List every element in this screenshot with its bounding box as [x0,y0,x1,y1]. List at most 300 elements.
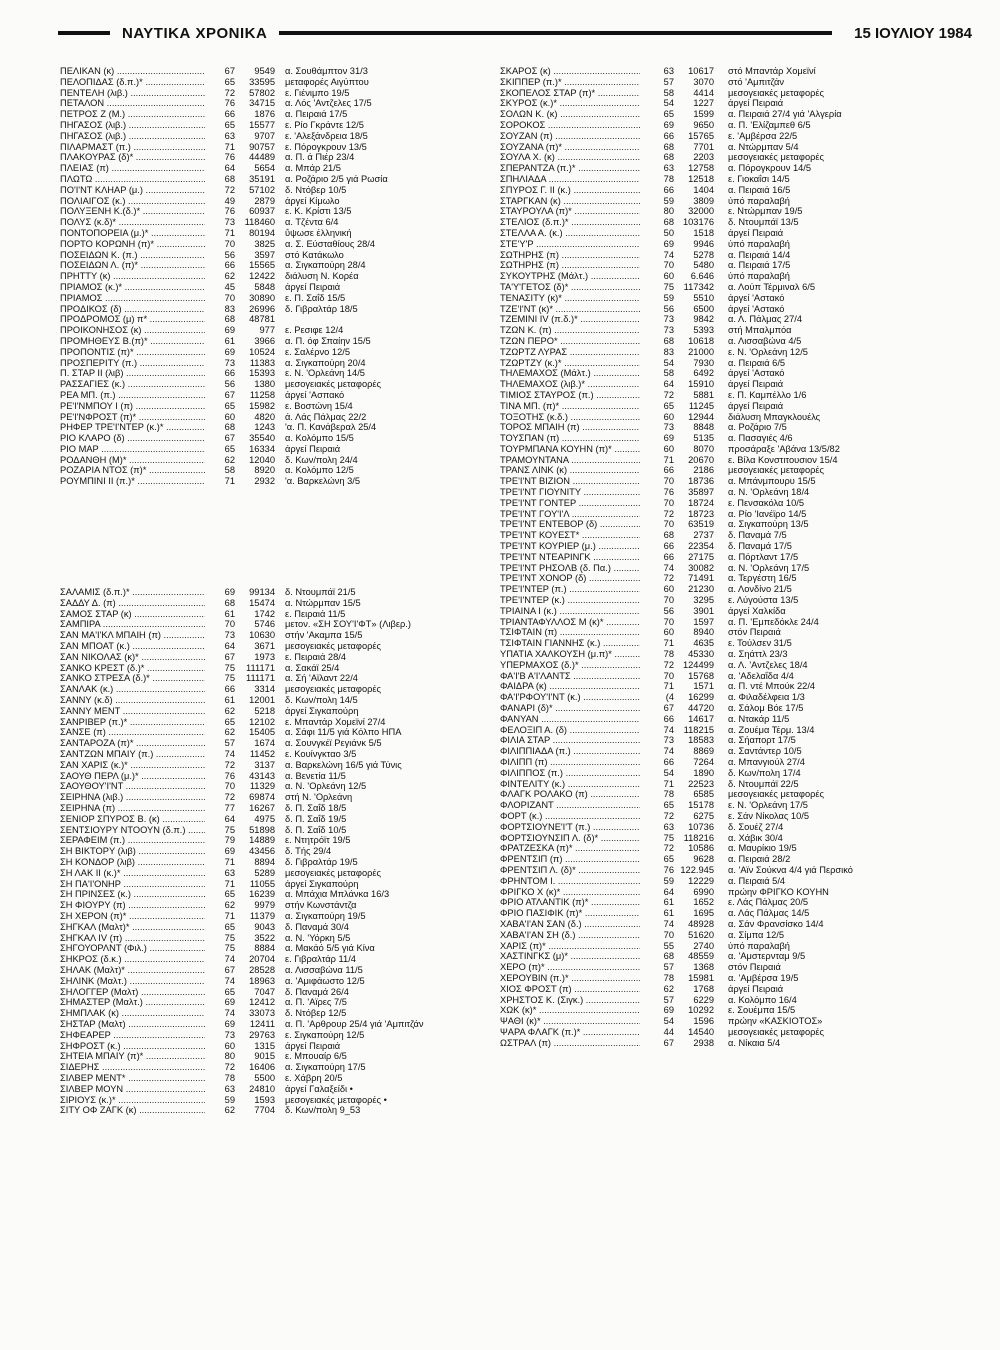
spacer [275,1105,285,1116]
ship-name: ΦΛΑΓΚ ΡΟΛΑΚΟ (π) ..... [500,789,640,800]
ship-year: 57 [224,738,235,749]
ship-year: 74 [663,746,674,757]
ship-status: α. Κολόμπο 16/4 [728,994,797,1005]
ship-tonnage: 48559 [688,951,714,962]
ship-entry [60,142,500,153]
ship-tonnage: 5746 [254,619,275,630]
ship-entry [60,738,500,749]
ship-name: ΤΡΙΑΝΤΑΦΥΛΛΟΣ Μ (κ)* ..... [500,617,640,628]
ship-tonnage: 43143 [249,770,275,781]
ship-status: διάλυση Μπαγκλουέλς [728,411,821,422]
ship-status: στήν 'Ακαμπα 15/5 [285,630,363,641]
ship-entry [500,681,940,692]
ship-entry [500,98,940,109]
ship-tonnage: 15910 [688,379,714,390]
ship-tonnage: 5510 [693,292,714,303]
ship-entry [60,868,500,879]
ship-tonnage: 51620 [688,929,714,940]
ship-status: α. Λισσαβώνα 4/5 [728,335,802,346]
ship-tonnage: 48928 [688,918,714,929]
spacer [275,814,285,825]
ship-year: 62 [224,705,235,716]
ship-year: 71 [663,778,674,789]
ship-year: 45 [224,281,235,292]
spacer [275,412,285,423]
ship-name: ΦΙΛΙΠΠΟΣ (π.) ..... [500,768,640,779]
ship-name: ΣΑΝΤΑΡΟΖΑ (π)* ..... [60,738,205,749]
ship-tonnage: 35897 [688,487,714,498]
ship-status: ε. Γιοκαΐσι 14/5 [728,173,790,184]
ship-tonnage: 1695 [693,908,714,919]
ship-name: ΠΙΛΑΡΜΑΣΤ (π.) ..... [60,142,205,153]
ship-entry [500,498,940,509]
ship-name: ΤΑ'Υ'ΓΕΤΟΣ (δ)* ..... [500,282,640,293]
ship-tonnage: 6.646 [690,271,714,282]
ship-tonnage: 26996 [249,303,275,314]
spacer [275,444,285,455]
ship-year: 54 [663,357,674,368]
ship-name: ΦΟΡΤΣΙΟΥΝΣΙΠ Λ. (δ)* ..... [500,833,640,844]
ship-entry [60,228,500,239]
ship-year: 67 [663,703,674,714]
ship-name: ΠΕΤΡΟΣ Ζ (Μ.) ..... [60,109,205,120]
ship-status: α. Π. όφ Σπαίην 15/5 [285,335,371,346]
ship-year: 71 [224,227,235,238]
ship-status: α. Ν. 'Ορλεάνη 18/4 [728,487,810,498]
ship-name: ΣΟΥΖΑΝ (π) ..... [500,131,640,142]
ship-name: ΧΡΗΣΤΟΣ Κ. (Σιγκ.) ..... [500,995,640,1006]
ship-name: ΠΟΛΙΑΙΓΟΣ (κ.) ..... [60,196,205,207]
ship-tonnage: 7047 [254,986,275,997]
ship-name: ΣΑΝ ΧΑΡΙΣ (κ.)* ..... [60,760,205,771]
ship-name: ΣΑΝΚΟ ΚΡΕΣΤ (δ.)* ..... [60,663,205,674]
ship-entry [500,368,940,379]
ship-name: ΣΑΝΡΙΒΕΡ (π.)* ..... [60,717,205,728]
spacer [714,109,728,120]
spacer [714,822,728,833]
ship-entry [60,673,500,684]
ship-year: 61 [224,608,235,619]
ship-year: 64 [224,813,235,824]
spacer [275,163,285,174]
ship-status: ε. Γιβραλτάρ 11/4 [285,954,356,965]
ship-tonnage: 12422 [249,271,275,282]
ship-tonnage: 9842 [693,314,714,325]
spacer [275,250,285,261]
spacer [714,681,728,692]
ship-year: 75 [224,662,235,673]
ship-year: 66 [663,551,674,562]
ship-tonnage: 18724 [688,497,714,508]
ship-status: α. Σουθάμπτον 31/3 [285,66,368,76]
ship-year: 65 [663,800,674,811]
ship-year: 62 [224,271,235,282]
ship-name: ΤΙΝΑ ΜΠ. (π)* ..... [500,401,640,412]
ship-tonnage: 4635 [693,638,714,649]
ship-tonnage: 16334 [249,443,275,454]
ship-status: άργεί 'Ασπακό [285,389,345,400]
ship-name: ΤΡΕ'Ι'ΝΤ ΒΙΖΙΟΝ ..... [500,476,640,487]
ship-status: στόν Πειραιά [728,627,781,638]
spacer [714,552,728,563]
ship-entry [500,282,940,293]
ship-entry [500,260,940,271]
ship-tonnage: 118460 [244,217,275,228]
ship-entry [60,465,500,476]
ship-year: 59 [663,292,674,303]
ship-year: 66 [663,541,674,552]
spacer [714,152,728,163]
ship-year: 70 [224,292,235,303]
ship-status: α. Σιγκαπούρη 28/4 [285,260,366,271]
spacer [275,304,285,315]
ship-entry [60,857,500,868]
ship-status: άργεί Πειραιά [285,1040,341,1051]
ship-year: 62 [663,983,674,994]
ship-year: 64 [663,886,674,897]
ship-status: δ. Ντόβερ 12/5 [285,1008,347,1019]
spacer [275,641,285,652]
ship-entry [500,660,940,671]
ship-status: α. 'Αμστερνταμ 9/5 [728,951,806,962]
ship-name: ΣΟΥΖΑΝΑ (π)* ..... [500,142,640,153]
ship-entry [500,606,940,617]
ship-tonnage: 1973 [254,651,275,662]
ship-name: ΣΙΡΙΟΥΣ (κ.)* ..... [60,1095,205,1106]
ship-name: ΠΡΟΙΚΟΝΗΣΟΣ (κ) ..... [60,325,205,336]
spacer [275,260,285,271]
spacer [275,619,285,630]
ship-list-left-a [60,66,500,487]
spacer [714,714,728,725]
spacer [714,843,728,854]
ship-year: 68 [663,951,674,962]
spacer [275,206,285,217]
ship-status: α. Λός 'Αντζελες 17/5 [285,98,372,109]
spacer [275,598,285,609]
ship-entry [60,422,500,433]
ship-tonnage: 3671 [254,641,275,652]
ship-year: 63 [224,1083,235,1094]
ship-tonnage: 5278 [693,249,714,260]
ship-name: ΠΡΟΠΟΝΤΙΣ (π)* ..... [60,347,205,358]
ship-year: 68 [224,422,235,433]
ship-tonnage: 8869 [693,746,714,757]
ship-status: α. Μπάνμπουρυ 15/5 [728,476,816,487]
spacer [714,422,728,433]
spacer [714,584,728,595]
ship-tonnage: 1596 [693,1016,714,1027]
ship-year: 60 [663,411,674,422]
ship-status: α. Πειραιά 17/5 [728,260,791,271]
ship-status: α. Ν. 'Ορλεάνη 17/5 [728,562,810,573]
ship-tonnage: 9650 [693,119,714,130]
ship-name: ΧΑΒΑ'Ι'ΑΝ ΣΗ (δ.) ..... [500,930,640,941]
ship-name: ΣΗ ΚΟΝΔΟΡ (λιβ) ..... [60,857,205,868]
ship-tonnage: 33595 [249,76,275,87]
spacer [275,630,285,641]
ship-entry [60,66,500,77]
ship-year: 71 [224,878,235,889]
ship-status: πρώην ΦΡΙΓΚΟ ΚΟΥΗΝ [728,886,829,897]
ship-year: 70 [663,670,674,681]
spacer [275,976,285,987]
ship-status: α. 'Αϊν Σούκνα 4/4 γιά Περσικό [728,864,853,875]
ship-year: 58 [663,368,674,379]
spacer [275,943,285,954]
spacer [714,649,728,660]
ship-year: 67 [224,651,235,662]
ship-status: α. Λάς Πάλμας 14/5 [728,908,810,919]
ship-tonnage: 15565 [249,260,275,271]
ship-year: 68 [224,314,235,325]
ship-tonnage: 12518 [688,173,714,184]
ship-entry [60,900,500,911]
ship-tonnage: 2203 [693,152,714,163]
ship-year: 78 [663,173,674,184]
ship-entry [500,250,940,261]
ship-status: μεσογειακές μεταφορές [285,867,382,878]
ship-name: ΣΑΜΠΙΡΑ ..... [60,619,205,630]
ship-status: α. Πειραιά 5/4 [728,875,786,886]
spacer [714,995,728,1006]
ship-year: (4 [665,692,674,703]
ship-entry [60,695,500,706]
ship-status: ε. 'Αλεξάνδρεια 18/5 [285,130,368,141]
ship-entry [60,336,500,347]
ship-name: ΠΕΛΙΚΑΝ (κ) ..... [60,66,205,77]
ship-tonnage: 69874 [249,792,275,803]
ship-name: ΧΑΡΙΣ (π)* ..... [500,941,640,952]
ship-name: ΣΥΚΟΥΤΡΗΣ (Μάλτ.) ..... [500,271,640,282]
ship-year: 73 [663,314,674,325]
ship-tonnage: 1597 [693,616,714,627]
ship-entry [60,997,500,1008]
ship-name: ΣΗΛΑΚ (Μαλτ)* ..... [60,965,205,976]
ship-tonnage: 2938 [693,1037,714,1048]
ship-entry [500,552,940,563]
ship-name: ΦΙΛΙΠΠΙΑΔΑ (π.) ..... [500,746,640,757]
ship-entry [60,641,500,652]
ship-name: ΤΣΙΦΤΑΙΝ ΓΙΑΝΝΗΣ (κ.) ..... [500,638,640,649]
ship-tonnage: 7264 [693,757,714,767]
ship-year: 63 [663,66,674,76]
ship-name: ΣΗΓΚΑΛ IV (π) ..... [60,933,205,944]
ship-entry [60,889,500,900]
ship-year: 78 [663,972,674,983]
spacer [275,997,285,1008]
ship-entry [500,941,940,952]
ship-status: α. Μπάρ 21/5 [285,163,341,174]
ship-year: 64 [224,641,235,652]
ship-tonnage: 12411 [249,1018,275,1029]
ship-name: ΤΡΕ'Ι'ΝΤ ΡΗΣΟΛΒ (δ. Πα.) ..... [500,563,640,574]
ship-year: 69 [224,846,235,857]
ship-name: ΣΗΓΟΥΟΡΛΝΤ (Φιλ.) ..... [60,943,205,954]
ship-name: ΠΟΡΤΟ ΚΟΡΩΝΗ (π)* ..... [60,239,205,250]
ship-year: 61 [224,695,235,706]
ship-name: ΠΡΗΤΤΥ (κ) ..... [60,271,205,282]
ship-year: 57 [663,994,674,1005]
spacer [275,987,285,998]
ship-year: 75 [224,943,235,954]
ship-entry [500,1027,940,1038]
spacer [275,868,285,879]
ship-name: ΦΙΛΙΠΠ (π) ..... [500,757,640,768]
ship-status: μεσογειακές μεταφορές [285,379,382,390]
spacer [714,465,728,476]
ship-tonnage: 3522 [254,932,275,943]
ship-status: άργεί Πειραιά [728,379,784,390]
ship-year: 65 [224,921,235,932]
ship-name: ΠΟΣΕΙΔΩΝ Λ. (π)* ..... [60,260,205,271]
ship-entry [60,444,500,455]
ship-entry [500,822,940,833]
header-rule-left [58,31,110,35]
ship-status: ε. Ν. 'Ορλεάνη 12/5 [728,346,808,357]
ship-year: 65 [663,400,674,411]
ship-status: ε. Μπουαίρ 6/5 [285,1051,347,1062]
ship-name: ΦΙΝΤΕΛΙΤΥ (κ.) ..... [500,779,640,790]
ship-status: δ. Κων/πολη 9_53 [285,1105,361,1116]
ship-name: ΣΗΚΡΟΣ (δ.κ.) ..... [60,954,205,965]
ship-tonnage: 11245 [688,400,714,411]
spacer [275,717,285,728]
ship-entry [60,987,500,998]
ship-status: άργεί Σιγκαπούρη [285,705,359,716]
spacer [275,1030,285,1041]
ship-entry [500,800,940,811]
ship-year: 56 [663,303,674,314]
ship-year: 78 [224,1072,235,1083]
ship-name: ΤΡΕ'Ι'ΝΤ ΓΟΥ'Ι'Λ ..... [500,509,640,520]
ship-tonnage: 9043 [254,921,275,932]
ship-status: δ. Ντουμπάϊ 13/5 [728,217,799,228]
spacer [714,962,728,973]
ship-tonnage: 1768 [693,983,714,994]
ship-tonnage: 10617 [688,66,714,76]
ship-tonnage: 10292 [688,1005,714,1016]
ship-name: ΡΙΟ ΚΛΑΡΟ (δ) ..... [60,433,205,444]
ship-name: ΣΑΝ ΜΠΟΑΤ (κ.) ..... [60,641,205,652]
ship-tonnage: 16406 [249,1062,275,1073]
ship-year: 44 [663,1026,674,1037]
ship-year: 58 [663,87,674,98]
ship-tonnage: 21000 [688,346,714,357]
ship-tonnage: 6990 [693,886,714,897]
ship-status: α. Π. ά Πιέρ 23/4 [285,152,355,163]
ship-tonnage: 14540 [688,1026,714,1037]
ship-entry [60,120,500,131]
ship-status: μεσογειακές μεταφορές [728,1026,825,1037]
ship-tonnage: 12001 [249,695,275,706]
ship-status: δ. Παναμά 17/5 [728,541,792,552]
ship-tonnage: 1876 [254,109,275,120]
ship-name: ΤΗΛΕΜΑΧΟΣ (λιβ.)* ..... [500,379,640,390]
ship-name: ΤΡΕ'Ι'ΝΤΕΡ (π.) ..... [500,584,640,595]
ship-entry [60,954,500,965]
spacer [714,660,728,671]
ship-entry [60,684,500,695]
ship-entry [500,390,940,401]
ship-year: 69 [224,1018,235,1029]
spacer [275,401,285,412]
ship-name: ΣΑΝ ΜΑ'Ι'ΚΛ ΜΠΑΙΗ (π) ..... [60,630,205,641]
ship-year: 70 [224,238,235,249]
ship-name: ΣΗΦΡΟΣΤ (κ.) ..... [60,1041,205,1052]
spacer [275,185,285,196]
ship-year: 59 [224,1094,235,1105]
ship-tonnage: 3809 [693,195,714,206]
spacer [714,196,728,207]
ship-entry [60,271,500,282]
ship-year: 78 [663,789,674,800]
spacer [714,250,728,261]
ship-tonnage: 99134 [249,587,275,598]
ship-tonnage: 15577 [249,119,275,130]
ship-name: ΥΠΕΡΜΑΧΟΣ (δ.)* ..... [500,660,640,671]
ship-year: 71 [224,141,235,152]
ship-year: 83 [224,303,235,314]
ship-year: 72 [663,508,674,519]
ship-status: μεσογειακές μεταφορές [285,684,382,695]
spacer [275,196,285,207]
ship-status: άργεί Πειραιά [728,227,784,238]
ship-year: 76 [224,770,235,781]
ship-entry [500,746,940,757]
ship-tonnage: 7930 [693,357,714,368]
ship-name: ΦΙΛΙΑ ΣΤΑΡ ..... [500,735,640,746]
spacer [714,671,728,682]
ship-name: ΣΩΤΗΡΗΣ (π) ..... [500,250,640,261]
ship-tonnage: 3295 [693,595,714,606]
spacer [275,152,285,163]
ship-year: 70 [663,929,674,940]
ship-tonnage: 15982 [249,400,275,411]
spacer [714,217,728,228]
ship-name: ΧΑΒΑ'Ι'ΑΝ ΣΑΝ (δ.) ..... [500,919,640,930]
ship-entry [500,789,940,800]
ship-entry [60,933,500,944]
ship-status: α. Σιγκαπούρη 13/5 [728,519,809,530]
ship-entry [60,174,500,185]
ship-status: α. Πειραιά 28/2 [728,854,791,865]
ship-tonnage: 1243 [254,422,275,433]
ship-tonnage: 9015 [254,1051,275,1062]
ship-entry [500,617,940,628]
ship-name: ΣΙΔΕΡΗΣ ..... [60,1062,205,1073]
ship-year: 65 [224,76,235,87]
ship-entry [60,185,500,196]
spacer [714,908,728,919]
spacer [275,1084,285,1095]
ship-year: 80 [663,206,674,217]
ship-status: ύπό παραλαβή [728,271,790,282]
ship-year: 69 [224,346,235,357]
ship-tonnage: 6275 [693,810,714,821]
spacer [275,706,285,717]
ship-tonnage: 20704 [249,954,275,965]
ship-year: 72 [663,810,674,821]
ship-status: α. Σουνγκέϊ Ρεγιάνκ 5/5 [285,738,382,749]
ship-entry [60,152,500,163]
ship-tonnage: 3901 [693,605,714,616]
ship-status: δ. Παναμά 7/5 [728,530,787,541]
ship-status: στό Μπαντάρ Χομεϊνί [728,66,816,76]
ship-tonnage: 16299 [688,692,714,703]
ship-name: ΦΑ'Ι'Β Α'Ι'ΛΑΝΤΣ ..... [500,671,640,682]
ship-year: 68 [663,152,674,163]
